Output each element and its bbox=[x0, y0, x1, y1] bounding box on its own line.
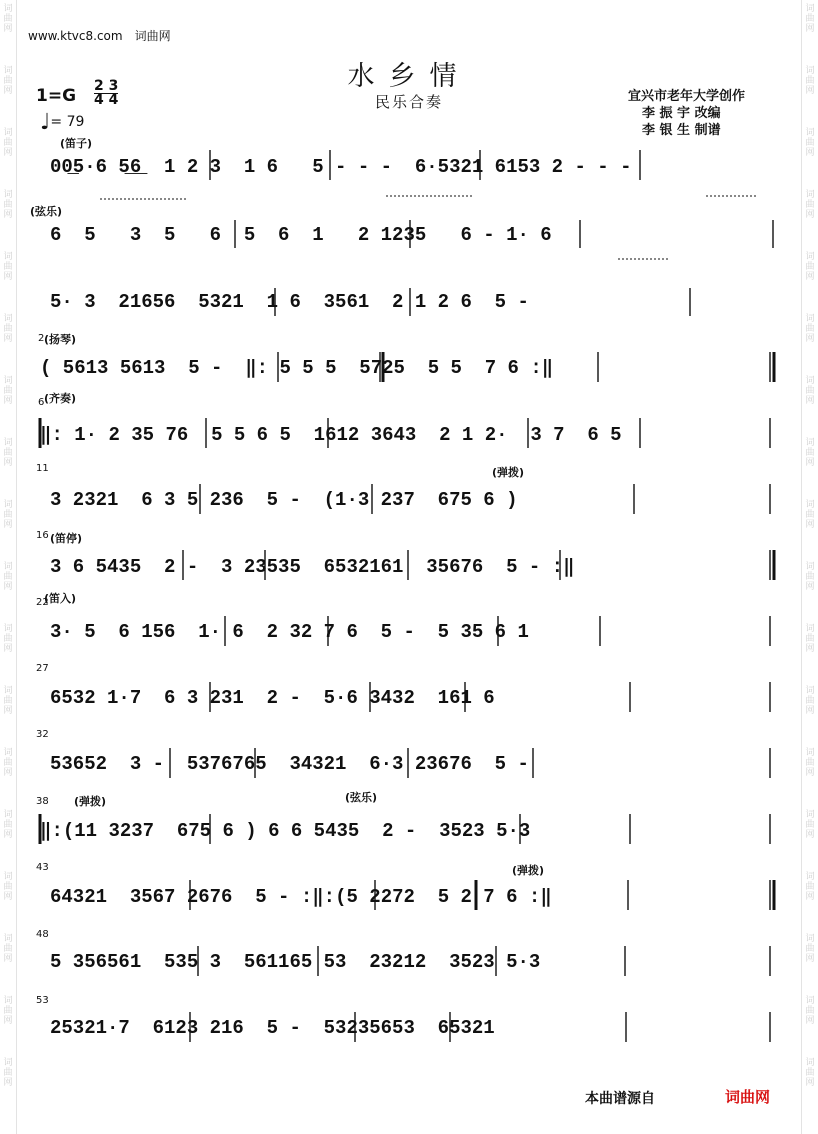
tempo-value: = 79 bbox=[50, 114, 85, 130]
watermark-text: 词 曲 网 bbox=[3, 128, 13, 158]
measure-number: 32 bbox=[36, 729, 49, 740]
credit-creation: 宜兴市老年大学创作 bbox=[628, 89, 746, 104]
notation-row: ‖: 1· 2 35 76 5 5 6 5 1612 3643 2 1 2· 3 7 6 5 bbox=[40, 424, 622, 446]
label-strings: (弦乐) bbox=[30, 205, 63, 218]
notation-row: 3· 5 6 156 1· 6 2 32 7 6 5 - 5 35 6 1 bbox=[50, 621, 529, 643]
label-dizi-in: (笛入) bbox=[44, 592, 77, 605]
notation-row: ( 5613 5613 5 - ‖: 5 5 5 5725 5 5 7 6 :‖ bbox=[40, 357, 554, 379]
measure-number: 6 bbox=[38, 397, 45, 408]
watermark-text: 词 曲 网 bbox=[805, 376, 815, 406]
measure-number: 2 bbox=[38, 333, 45, 344]
label-strings-2: (弦乐) bbox=[345, 791, 378, 804]
watermark-text: 词 曲 网 bbox=[805, 66, 815, 96]
watermark-text: 词 曲 网 bbox=[805, 996, 815, 1026]
watermark-text: 词 曲 网 bbox=[805, 438, 815, 468]
watermark-text: 词 曲 网 bbox=[805, 624, 815, 654]
notation-row: 5 356561 535 3 561165 53 23212 3523 5·3 bbox=[50, 951, 541, 973]
meter-numerators: 2 3 bbox=[94, 78, 119, 94]
credit-arranger: 李 振 宇 改编 bbox=[642, 106, 721, 121]
watermark-text: 词 曲 网 bbox=[3, 66, 13, 96]
label-pizz-2: (弹拨) bbox=[74, 795, 107, 808]
measure-number: 16 bbox=[36, 530, 49, 541]
watermark-text: 词 曲 网 bbox=[3, 872, 13, 902]
watermark-text: 词 曲 网 bbox=[3, 376, 13, 406]
notation-row: ‖:(11 3237 675 6 ) 6 6 5435 2 - 3523 5·3 bbox=[40, 820, 531, 842]
watermark-text: 词 曲 网 bbox=[3, 562, 13, 592]
key-signature: 1=G bbox=[36, 86, 77, 106]
quarter-note-icon: ♩ bbox=[40, 110, 51, 135]
measure-number: 22 bbox=[36, 597, 49, 608]
measure-number: 53 bbox=[36, 995, 49, 1006]
label-yangqin: (扬琴) bbox=[44, 333, 77, 346]
watermark-text: 词 曲 网 bbox=[805, 128, 815, 158]
watermark-text: 词 曲 网 bbox=[3, 624, 13, 654]
measure-number: 11 bbox=[36, 463, 49, 474]
watermark-text: 词 曲 网 bbox=[3, 4, 13, 34]
label-dizi: (笛子) bbox=[60, 137, 93, 150]
measure-number: 27 bbox=[36, 663, 49, 674]
label-dizi-rest: (笛停) bbox=[50, 532, 83, 545]
credit-transcriber: 李 银 生 制谱 bbox=[642, 123, 721, 138]
notation-row: 53652 3 - 5376765 34321 6·3 23676 5 - bbox=[50, 753, 529, 775]
meter-denominators: 4 4 bbox=[94, 92, 119, 108]
watermark-text: 词 曲 网 bbox=[3, 996, 13, 1026]
notation-row: 00̲5·6 5̲6̲ 1 2 3 1 6 5 - - - 6·5321 6153 2 - - - bbox=[50, 156, 632, 178]
watermark-text: 词 曲 网 bbox=[805, 934, 815, 964]
watermark-text: 词 曲 网 bbox=[3, 810, 13, 840]
watermark-text: 词 曲 网 bbox=[3, 252, 13, 282]
watermark-text: 词 曲 网 bbox=[3, 934, 13, 964]
watermark-text: 词 曲 网 bbox=[805, 190, 815, 220]
measure-number: 43 bbox=[36, 862, 49, 873]
watermark-text: 词 曲 网 bbox=[805, 686, 815, 716]
score-subtitle: 民乐合奏 bbox=[374, 93, 443, 111]
site-url: www.ktvc8.com 词曲网 bbox=[28, 29, 171, 43]
footer-source-text: 本曲谱源自 bbox=[585, 1091, 655, 1107]
notation-row: 3 2321 6 3 5 236 5 - (1·3 237 675 6 ) bbox=[50, 489, 518, 511]
notation-row: 3 6 5435 2 - 3 23535 6532161 35676 5 - :‖ bbox=[50, 556, 575, 578]
watermark-text: 词 曲 网 bbox=[805, 1058, 815, 1088]
notation-row: 25321·7 6123 216 5 - 53235653 65321 bbox=[50, 1017, 495, 1039]
watermark-text: 词 曲 网 bbox=[805, 562, 815, 592]
watermark-text: 词 曲 网 bbox=[805, 810, 815, 840]
watermark-text: 词 曲 网 bbox=[805, 252, 815, 282]
notation-row: 64321 3567 2676 5 - :‖:(5 2272 5 2 7 6 :‖ bbox=[50, 886, 552, 908]
watermark-text: 词 曲 网 bbox=[3, 1058, 13, 1088]
notation-row: 6 5 3 5 6 5 6 1 2 1235 6 - 1· 6 bbox=[50, 224, 552, 246]
notation-row: 6532 1·7 6 3 231 2 - 5·6 3432 161 6 bbox=[50, 687, 495, 709]
measure-number: 48 bbox=[36, 929, 49, 940]
label-tutti: (齐奏) bbox=[44, 392, 77, 405]
measure-number: 38 bbox=[36, 796, 49, 807]
notation-row: 5· 3 21656 5321 1 6 3561 2 1 2 6 5 - bbox=[50, 291, 529, 313]
watermark-text: 词 曲 网 bbox=[3, 686, 13, 716]
footer-site-logo[interactable]: 词曲网 bbox=[725, 1088, 771, 1106]
barlines bbox=[170, 150, 773, 1042]
watermark-text: 词 曲 网 bbox=[3, 438, 13, 468]
watermark-text: 词 曲 网 bbox=[3, 500, 13, 530]
label-pizz-3: (弹拨) bbox=[512, 864, 545, 877]
watermark-text: 词 曲 网 bbox=[805, 4, 815, 34]
score-title: 水乡情 bbox=[347, 61, 471, 92]
watermark-text: 词 曲 网 bbox=[805, 314, 815, 344]
watermark-text: 词 曲 网 bbox=[805, 748, 815, 778]
label-pizz-1: (弹拨) bbox=[492, 466, 525, 479]
watermark-text: 词 曲 网 bbox=[3, 314, 13, 344]
watermark-text: 词 曲 网 bbox=[805, 500, 815, 530]
watermark-text: 词 曲 网 bbox=[3, 190, 13, 220]
watermark-text: 词 曲 网 bbox=[3, 748, 13, 778]
watermark-text: 词 曲 网 bbox=[805, 872, 815, 902]
